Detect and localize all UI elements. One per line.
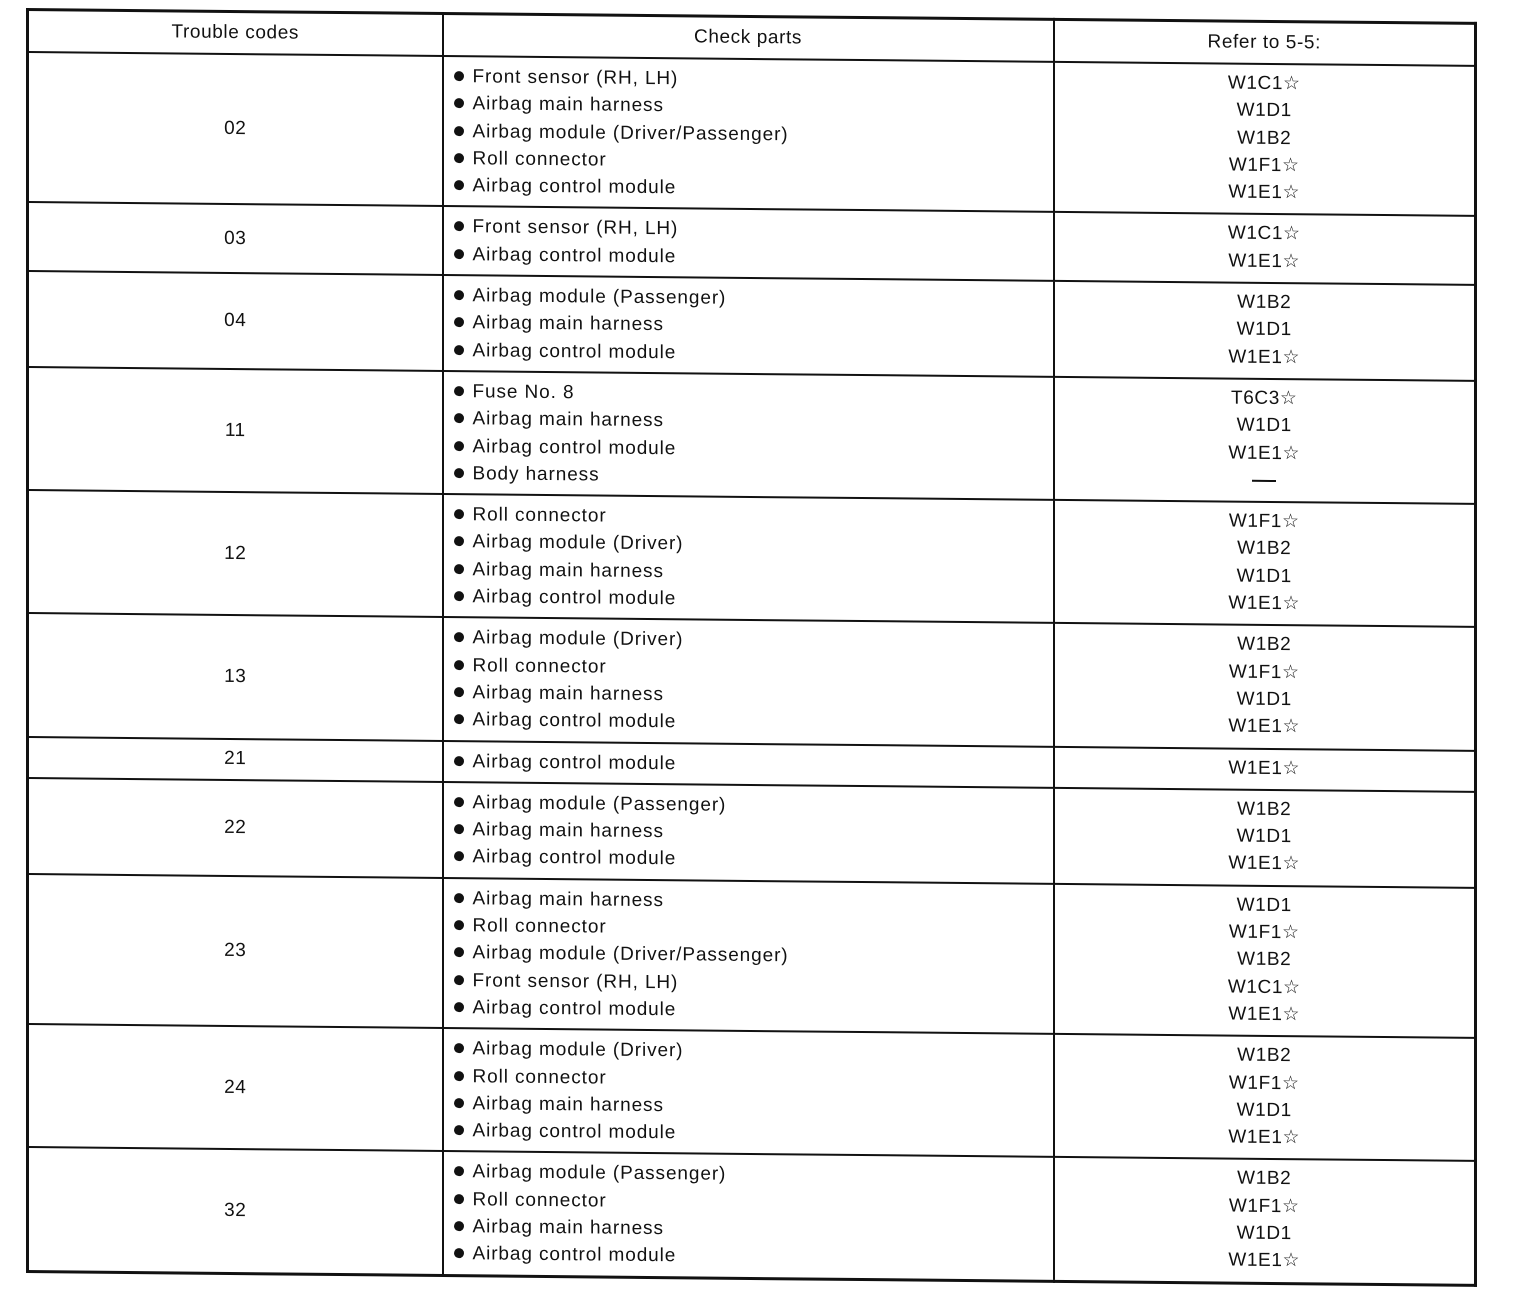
bullet-icon — [454, 441, 464, 451]
check-part-label: Airbag control module — [472, 586, 677, 610]
reference-code: W1D1 — [1236, 565, 1292, 587]
trouble-code-cell: 13 — [28, 613, 443, 740]
check-part-label: Airbag control module — [472, 435, 677, 459]
check-part-label: Airbag control module — [472, 244, 677, 268]
check-parts-cell — [443, 782, 1054, 884]
reference-code: W1E1☆ — [1228, 715, 1301, 738]
bullet-icon — [454, 98, 464, 108]
bullet-icon — [454, 386, 464, 396]
check-part-item — [454, 337, 1053, 370]
check-parts-cell — [443, 878, 1054, 1034]
reference-code: W1D1 — [1236, 894, 1292, 916]
reference-cell — [1054, 377, 1476, 504]
check-part-label: Airbag module (Driver) — [472, 627, 684, 651]
dash-icon — [1252, 480, 1276, 482]
reference-code: W1D1 — [1236, 99, 1292, 122]
reference-code: W1E1☆ — [1228, 346, 1301, 368]
bullet-icon — [454, 660, 464, 670]
reference-code: W1B2 — [1237, 1044, 1292, 1067]
table-body — [28, 52, 1476, 1285]
check-part-label: Roll connector — [472, 504, 607, 527]
check-parts-cell — [443, 56, 1054, 212]
check-part-label: Roll connector — [472, 915, 607, 938]
reference-code: W1D1 — [1236, 1099, 1292, 1121]
check-parts-cell — [443, 275, 1054, 377]
reference-code: W1F1☆ — [1228, 1195, 1300, 1217]
bullet-icon — [454, 824, 464, 834]
check-part-item — [454, 172, 1053, 205]
check-part-label: Roll connector — [472, 1188, 607, 1212]
reference-code: W1E1☆ — [1228, 852, 1301, 875]
check-part-label: Airbag main harness — [472, 408, 664, 432]
reference-code: W1E1☆ — [1228, 181, 1301, 204]
table-row — [28, 490, 1476, 627]
bullet-icon — [454, 975, 464, 985]
check-part-label: Airbag main harness — [472, 93, 664, 117]
bullet-icon — [454, 180, 464, 190]
trouble-code-sheet — [26, 8, 1474, 1286]
reference-cell — [1054, 281, 1476, 381]
check-part-label: Airbag module (Driver) — [472, 531, 684, 555]
reference-code: W1E1☆ — [1228, 1126, 1301, 1149]
bullet-icon — [454, 714, 464, 724]
bullet-icon — [454, 687, 464, 697]
bullet-icon — [454, 756, 464, 766]
reference-cell — [1054, 788, 1476, 888]
check-part-item — [454, 1117, 1053, 1150]
reference-code: T6C3☆ — [1231, 387, 1298, 410]
reference-cell — [1054, 212, 1476, 285]
bullet-icon — [454, 290, 464, 300]
bullet-icon — [454, 852, 464, 862]
bullet-icon — [454, 1194, 464, 1204]
reference-code: W1B2 — [1237, 1168, 1292, 1190]
reference-cell — [1054, 623, 1476, 750]
check-part-label: Airbag control module — [472, 997, 677, 1021]
reference-code: W1D1 — [1236, 414, 1292, 437]
table-row — [28, 52, 1476, 216]
check-part-label: Airbag control module — [472, 750, 677, 774]
trouble-code-cell: 02 — [28, 52, 443, 206]
bullet-icon — [454, 71, 464, 81]
reference-code: W1F1☆ — [1228, 154, 1300, 177]
bullet-icon — [454, 1098, 464, 1108]
bullet-icon — [454, 920, 464, 930]
check-parts-cell — [443, 617, 1054, 746]
check-parts-cell — [443, 1151, 1054, 1281]
bullet-icon — [454, 537, 464, 547]
table-row — [28, 778, 1476, 888]
reference-code: W1F1☆ — [1228, 1072, 1300, 1094]
reference-code: W1E1☆ — [1228, 442, 1301, 464]
bullet-icon — [454, 797, 464, 807]
check-part-label: Airbag control module — [472, 1120, 677, 1144]
check-part-label: Airbag module (Driver/Passenger) — [472, 942, 789, 967]
trouble-code-cell: 24 — [28, 1024, 443, 1151]
reference-cell — [1054, 62, 1476, 217]
bullet-icon — [454, 509, 464, 519]
check-part-label: Airbag control module — [472, 846, 677, 870]
bullet-icon — [454, 893, 464, 903]
bullet-icon — [454, 632, 464, 642]
table-row — [28, 1024, 1476, 1161]
check-part-label: Roll connector — [472, 148, 607, 171]
check-parts-cell — [443, 371, 1054, 500]
reference-none — [1055, 465, 1475, 496]
bullet-icon — [454, 413, 464, 423]
check-part-label: Roll connector — [472, 654, 607, 678]
check-part-label: Airbag module (Passenger) — [472, 1161, 727, 1186]
check-part-label: Front sensor (RH, LH) — [472, 969, 679, 993]
bullet-icon — [454, 1248, 464, 1258]
check-part-label: Fuse No. 8 — [472, 381, 575, 404]
trouble-code-table — [26, 8, 1477, 1287]
check-part-label: Airbag main harness — [472, 682, 664, 706]
check-part-label: Front sensor (RH, LH) — [472, 66, 679, 90]
reference-code: W1F1☆ — [1228, 921, 1300, 944]
bullet-icon — [454, 1125, 464, 1135]
check-part-label: Airbag main harness — [472, 1216, 664, 1240]
bullet-icon — [454, 1166, 464, 1176]
table-row — [28, 874, 1476, 1038]
trouble-code-cell: 23 — [28, 874, 443, 1028]
bullet-icon — [454, 564, 464, 574]
bullet-icon — [454, 1221, 464, 1231]
check-part-label: Airbag control module — [472, 1243, 677, 1267]
bullet-icon — [454, 468, 464, 478]
table-row — [28, 1147, 1476, 1285]
reference-code: W1E1☆ — [1228, 592, 1301, 615]
reference-code: W1F1☆ — [1228, 510, 1300, 533]
trouble-code-cell: 21 — [28, 737, 443, 782]
check-part-item — [454, 844, 1053, 877]
check-part-label: Front sensor (RH, LH) — [472, 216, 679, 240]
table-row — [28, 367, 1476, 504]
header-trouble-codes: Trouble codes — [28, 10, 443, 56]
reference-code: W1C1☆ — [1227, 223, 1301, 245]
reference-cell — [1054, 746, 1476, 791]
reference-cell — [1054, 884, 1476, 1039]
bullet-icon — [454, 1002, 464, 1012]
header-refer-to: Refer to 5-5: — [1054, 19, 1476, 66]
reference-code: W1B2 — [1237, 633, 1292, 656]
trouble-code-cell: 32 — [28, 1147, 443, 1275]
bullet-icon — [454, 126, 464, 136]
check-part-label: Airbag main harness — [472, 819, 664, 843]
check-part-item — [454, 706, 1053, 739]
table-row — [28, 271, 1476, 381]
check-part-label: Airbag module (Passenger) — [472, 285, 727, 309]
trouble-code-cell: 11 — [28, 367, 443, 494]
trouble-code-cell: 04 — [28, 271, 443, 371]
reference-code: W1E1☆ — [1228, 250, 1301, 273]
check-part-label: Airbag module (Driver/Passenger) — [472, 120, 789, 145]
check-part-item — [454, 583, 1053, 616]
reference-cell — [1054, 1157, 1476, 1285]
check-part-item — [454, 241, 1053, 274]
reference-code: W1D1 — [1236, 825, 1292, 848]
bullet-icon — [454, 317, 464, 327]
reference-code: W1B2 — [1237, 127, 1292, 149]
bullet-icon — [454, 249, 464, 259]
trouble-code-cell: 22 — [28, 778, 443, 878]
bullet-icon — [454, 1071, 464, 1081]
check-part-label: Airbag control module — [472, 709, 677, 733]
bullet-icon — [454, 591, 464, 601]
reference-code: W1D1 — [1236, 318, 1292, 341]
check-part-label: Airbag control module — [472, 175, 677, 199]
check-part-label: Roll connector — [472, 1065, 607, 1089]
reference-code: W1B2 — [1237, 798, 1292, 820]
trouble-code-cell: 12 — [28, 490, 443, 617]
reference-cell — [1054, 1034, 1476, 1161]
bullet-icon — [454, 947, 464, 957]
reference-code: W1C1☆ — [1227, 976, 1301, 998]
check-part-label: Airbag main harness — [472, 1093, 664, 1116]
reference-code: W1F1☆ — [1228, 661, 1300, 683]
bullet-icon — [454, 1043, 464, 1053]
check-part-label: Airbag control module — [472, 339, 677, 363]
check-part-label: Airbag module (Passenger) — [472, 792, 727, 816]
reference-code: W1B2 — [1237, 291, 1292, 314]
header-check-parts: Check parts — [443, 13, 1054, 61]
reference-cell — [1054, 500, 1476, 627]
bullet-icon — [454, 153, 464, 163]
reference-code: W1E1☆ — [1228, 1249, 1301, 1272]
bullet-icon — [454, 345, 464, 355]
check-part-label: Airbag main harness — [472, 888, 664, 911]
check-parts-cell — [443, 206, 1054, 280]
bullet-icon — [454, 222, 464, 232]
check-parts-cell — [443, 494, 1054, 623]
reference-code: W1D1 — [1236, 1222, 1292, 1245]
table-row — [28, 613, 1476, 750]
check-part-label: Airbag main harness — [472, 559, 664, 582]
reference-code: W1D1 — [1236, 688, 1292, 711]
check-part-label: Body harness — [472, 463, 600, 486]
check-part-item — [454, 994, 1053, 1027]
check-parts-cell — [443, 1028, 1054, 1157]
check-part-item — [454, 748, 1053, 781]
reference-code: W1B2 — [1237, 538, 1292, 560]
reference-code: W1B2 — [1237, 948, 1292, 971]
check-parts-cell — [443, 741, 1054, 788]
trouble-code-cell: 03 — [28, 202, 443, 275]
check-part-label: Airbag module (Driver) — [472, 1038, 684, 1062]
check-part-item — [454, 460, 1053, 493]
reference-code: W1E1☆ — [1228, 757, 1301, 779]
check-part-item — [454, 1240, 1053, 1273]
reference-code: W1E1☆ — [1228, 1003, 1301, 1026]
check-part-label: Airbag main harness — [472, 312, 664, 336]
reference-code: W1C1☆ — [1227, 72, 1301, 95]
